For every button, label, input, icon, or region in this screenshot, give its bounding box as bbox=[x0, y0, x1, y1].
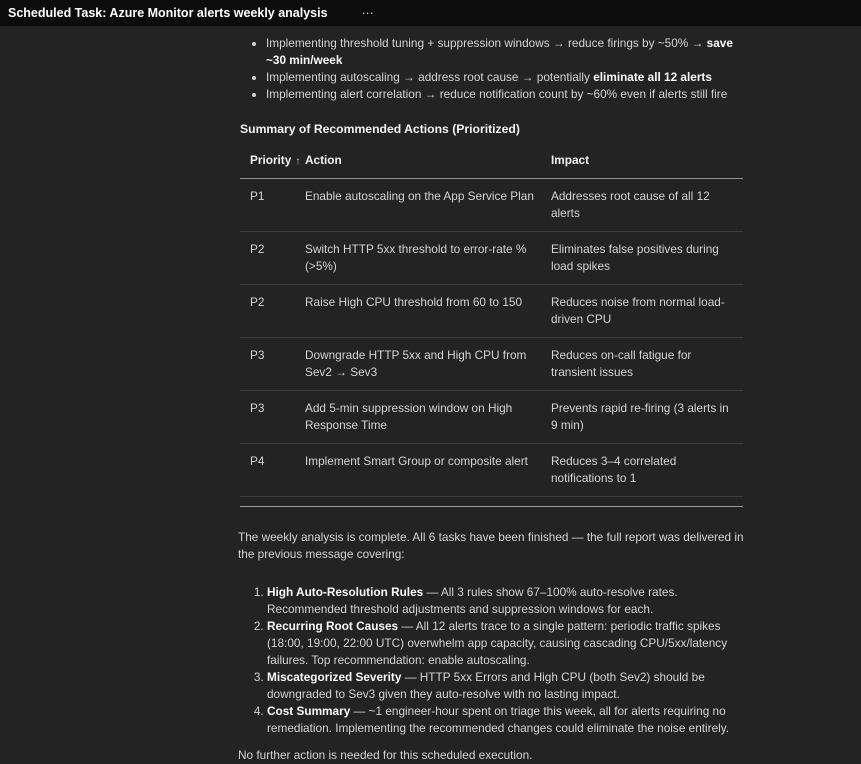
impact-column-header[interactable]: Impact bbox=[551, 153, 590, 167]
item-title: Recurring Root Causes bbox=[267, 619, 399, 633]
list-item bbox=[266, 35, 745, 69]
impact-cell: Reduces on-call fatigue for transient issues bbox=[551, 348, 692, 379]
table-footer-spacer bbox=[240, 497, 743, 507]
item-title: Miscategorized Severity bbox=[267, 670, 402, 684]
bullet-bold-text: eliminate all 12 alerts bbox=[593, 70, 712, 84]
list-item bbox=[267, 618, 745, 669]
message-body bbox=[238, 26, 745, 764]
impact-cell: Prevents rapid re-firing (3 alerts in 9 min) bbox=[551, 401, 729, 432]
action-cell: Add 5-min suppression window on High Response Time bbox=[305, 401, 513, 432]
priority-cell: P3 bbox=[250, 401, 265, 415]
priority-cell: P3 bbox=[250, 348, 265, 362]
item-title: Cost Summary bbox=[267, 704, 351, 718]
closing-statement: No further action is needed for this scheduled execution. bbox=[238, 748, 533, 762]
list-item bbox=[267, 584, 745, 618]
bullet-text: Implementing threshold tuning + suppression windows → reduce firings by ~50% → bbox=[266, 36, 707, 50]
impact-cell: Reduces 3–4 correlated notifications to 1 bbox=[551, 454, 677, 485]
priority-cell: P2 bbox=[250, 295, 265, 309]
table-row bbox=[240, 444, 743, 497]
impact-cell: Reduces noise from normal load-driven CPU bbox=[551, 295, 725, 326]
action-cell: Implement Smart Group or composite alert bbox=[305, 454, 528, 468]
recommended-actions-table bbox=[240, 147, 743, 507]
page-title: Scheduled Task: Azure Monitor alerts weekly analysis bbox=[8, 6, 328, 20]
priority-cell: P1 bbox=[250, 189, 265, 203]
priority-cell: P4 bbox=[250, 454, 265, 468]
table-row bbox=[240, 338, 743, 391]
item-title: High Auto-Resolution Rules bbox=[267, 585, 424, 599]
priority-header-label: Priority bbox=[250, 153, 292, 167]
sort-ascending-icon: ↑ bbox=[295, 156, 301, 167]
section-heading: Summary of Recommended Actions (Prioritized) bbox=[240, 122, 520, 136]
action-cell: Switch HTTP 5xx threshold to error-rate % (>5%) bbox=[305, 242, 527, 273]
item-text: — All 12 alerts trace to a single pattern: periodic traffic spikes (18:00, 19:00, 22:00 UTC) overwhelm app capacity, causing cascading CPU/5xx/latency failures. Top recommendation: enable autoscaling. bbox=[267, 619, 728, 667]
report-numbered-list bbox=[238, 584, 745, 737]
bullet-text: Implementing alert correlation → reduce notification count by ~60% even if alerts still fire bbox=[266, 87, 728, 101]
benefits-bullet-list bbox=[238, 35, 745, 103]
impact-cell: Eliminates false positives during load spikes bbox=[551, 242, 719, 273]
table-row bbox=[240, 391, 743, 444]
table-header-row bbox=[240, 147, 743, 179]
table-row bbox=[240, 179, 743, 232]
priority-column-header[interactable] bbox=[240, 147, 301, 179]
list-item bbox=[267, 669, 745, 703]
item-text: — ~1 engineer-hour spent on triage this week, all for alerts requiring no remediation. Implementing the recommended changes could eliminate the noise entirely. bbox=[267, 704, 730, 735]
action-cell: Raise High CPU threshold from 60 to 150 bbox=[305, 295, 523, 309]
priority-cell: P2 bbox=[250, 242, 265, 256]
list-item bbox=[267, 703, 745, 737]
table-row bbox=[240, 285, 743, 338]
summary-paragraph: The weekly analysis is complete. All 6 tasks have been finished — the full report was delivered in the previous message covering: bbox=[238, 530, 744, 561]
bullet-text: Implementing autoscaling → address root cause → potentially bbox=[266, 70, 594, 84]
list-item bbox=[266, 69, 745, 86]
bullet-bold-text: save ~30 min/week bbox=[266, 36, 733, 67]
ellipsis-menu-icon[interactable]: ⋯ bbox=[361, 6, 375, 20]
impact-cell: Addresses root cause of all 12 alerts bbox=[551, 189, 710, 220]
action-column-header[interactable]: Action bbox=[305, 153, 342, 167]
list-item bbox=[266, 86, 745, 103]
titlebar bbox=[0, 0, 861, 26]
item-text: — HTTP 5xx Errors and High CPU (both Sev2) should be downgraded to Sev3 given they auto-resolve with no lasting impact. bbox=[267, 670, 705, 701]
action-cell: Downgrade HTTP 5xx and High CPU from Sev2 → Sev3 bbox=[305, 348, 527, 379]
table-row bbox=[240, 232, 743, 285]
item-text: — All 3 rules show 67–100% auto-resolve rates. Recommended threshold adjustments and suppression windows for each. bbox=[267, 585, 678, 616]
action-cell: Enable autoscaling on the App Service Plan bbox=[305, 189, 534, 203]
